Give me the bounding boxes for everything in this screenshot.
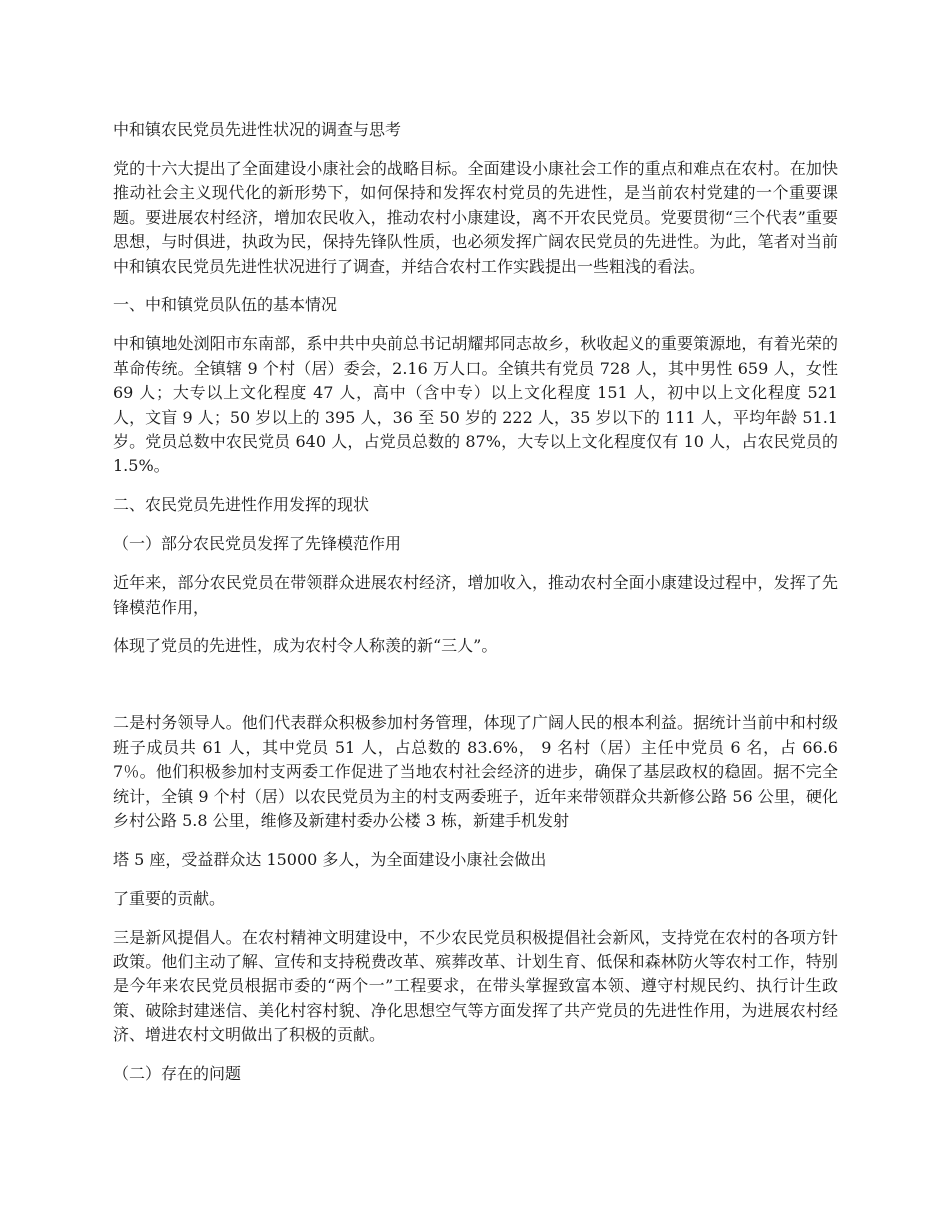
document-title: 中和镇农民党员先进性状况的调查与思考 xyxy=(113,120,402,139)
subsection-1-paragraph-continued: 体现了党员的先进性，成为农村令人称羡的新“三人”。 xyxy=(113,636,498,656)
point-2-paragraph-continued: 塔 5 座，受益群众达 15000 多人，为全面建设小康社会做出 xyxy=(113,849,547,869)
blank-gap xyxy=(113,673,838,711)
point-2-paragraph: 二是村务领导人。他们代表群众积极参加村务管理，体现了广阔人民的根本利益。据统计当前中和村级班子成员共 61 人，其中党员 51 人，占总数的 83.6%， 9 名村（居）主任中党员 6 名，占 66.67％。他们积极参加村支两委工作促进了当地农村社会经济的进步，确保了基层政权的稳固。据不完全统计，全镇 9 个村（居）以农民党员为主的村支两委班子，近年来带领群众共新修公路 56 公里，硬化乡村公路 5.8 公里，维修及新建村委办公楼 3 栋，新建手机发射 xyxy=(113,713,838,830)
intro-paragraph: 党的十六大提出了全面建设小康社会的战略目标。全面建设小康社会工作的重点和难点在农村。在加快推动社会主义现代化的新形势下，如何保持和发挥农村党员的先进性，是当前农村党建的一个重要课题。要进展农村经济，增加农民收入，推动农村小康建设，离不开农民党员。党要贯彻“三个代表”重要思想，与时俱进，执政为民，保持先锋队性质，也必须发挥广阔农民党员的先进性。为此，笔者对当前中和镇农民党员先进性状况进行了调查，并结合农村工作实践提出一些粗浅的看法。 xyxy=(113,158,838,276)
subsection-1-paragraph: 近年来，部分农民党员在带领群众进展农村经济，增加收入，推动农村全面小康建设过程中，发挥了先锋模范作用， xyxy=(113,573,838,617)
subsection-2-heading: （二）存在的问题 xyxy=(113,1064,242,1084)
section-2-heading: 二、农民党员先进性作用发挥的现状 xyxy=(113,495,370,515)
point-2-paragraph-end: 了重要的贡献。 xyxy=(113,888,226,908)
section-1-paragraph: 中和镇地处浏阳市东南部，系中共中央前总书记胡耀邦同志故乡，秋收起义的重要策源地，有着光荣的革命传统。全镇辖 9 个村（居）委会，2.16 万人口。全镇共有党员 728 人，其中男性 659 人，女性 69 人；大专以上文化程度 47 人，高中（含中专）以上文化程度 151 人，初中以上文化程度 521 人，文盲 9 人；50 岁以上的 395 人，36 至 50 岁的 222 人，35 岁以下的 111 人，平均年龄 51.1 岁。党员总数中农民党员 640 人，占党员总数的 87%，大专以上文化程度仅有 10 人，占农民党员的 1.5%。 xyxy=(113,334,838,476)
section-1-heading: 一、中和镇党员队伍的基本情况 xyxy=(113,295,338,315)
point-3-paragraph: 三是新风提倡人。在农村精神文明建设中，不少农民党员积极提倡社会新风，支持党在农村的各项方针政策。他们主动了解、宣传和支持税费改革、殡葬改革、计划生育、低保和森林防火等农村工作，特别是今年来农民党员根据市委的“两个一”工程要求，在带头掌握致富本领、遵守村规民约、执行计生政策、破除封建迷信、美化村容村貌、净化思想空气等方面发挥了共产党员的先进性作用，为进展农村经济、增进农村文明做出了积极的贡献。 xyxy=(113,927,838,1045)
subsection-1-heading: （一）部分农民党员发挥了先锋模范作用 xyxy=(113,534,402,554)
